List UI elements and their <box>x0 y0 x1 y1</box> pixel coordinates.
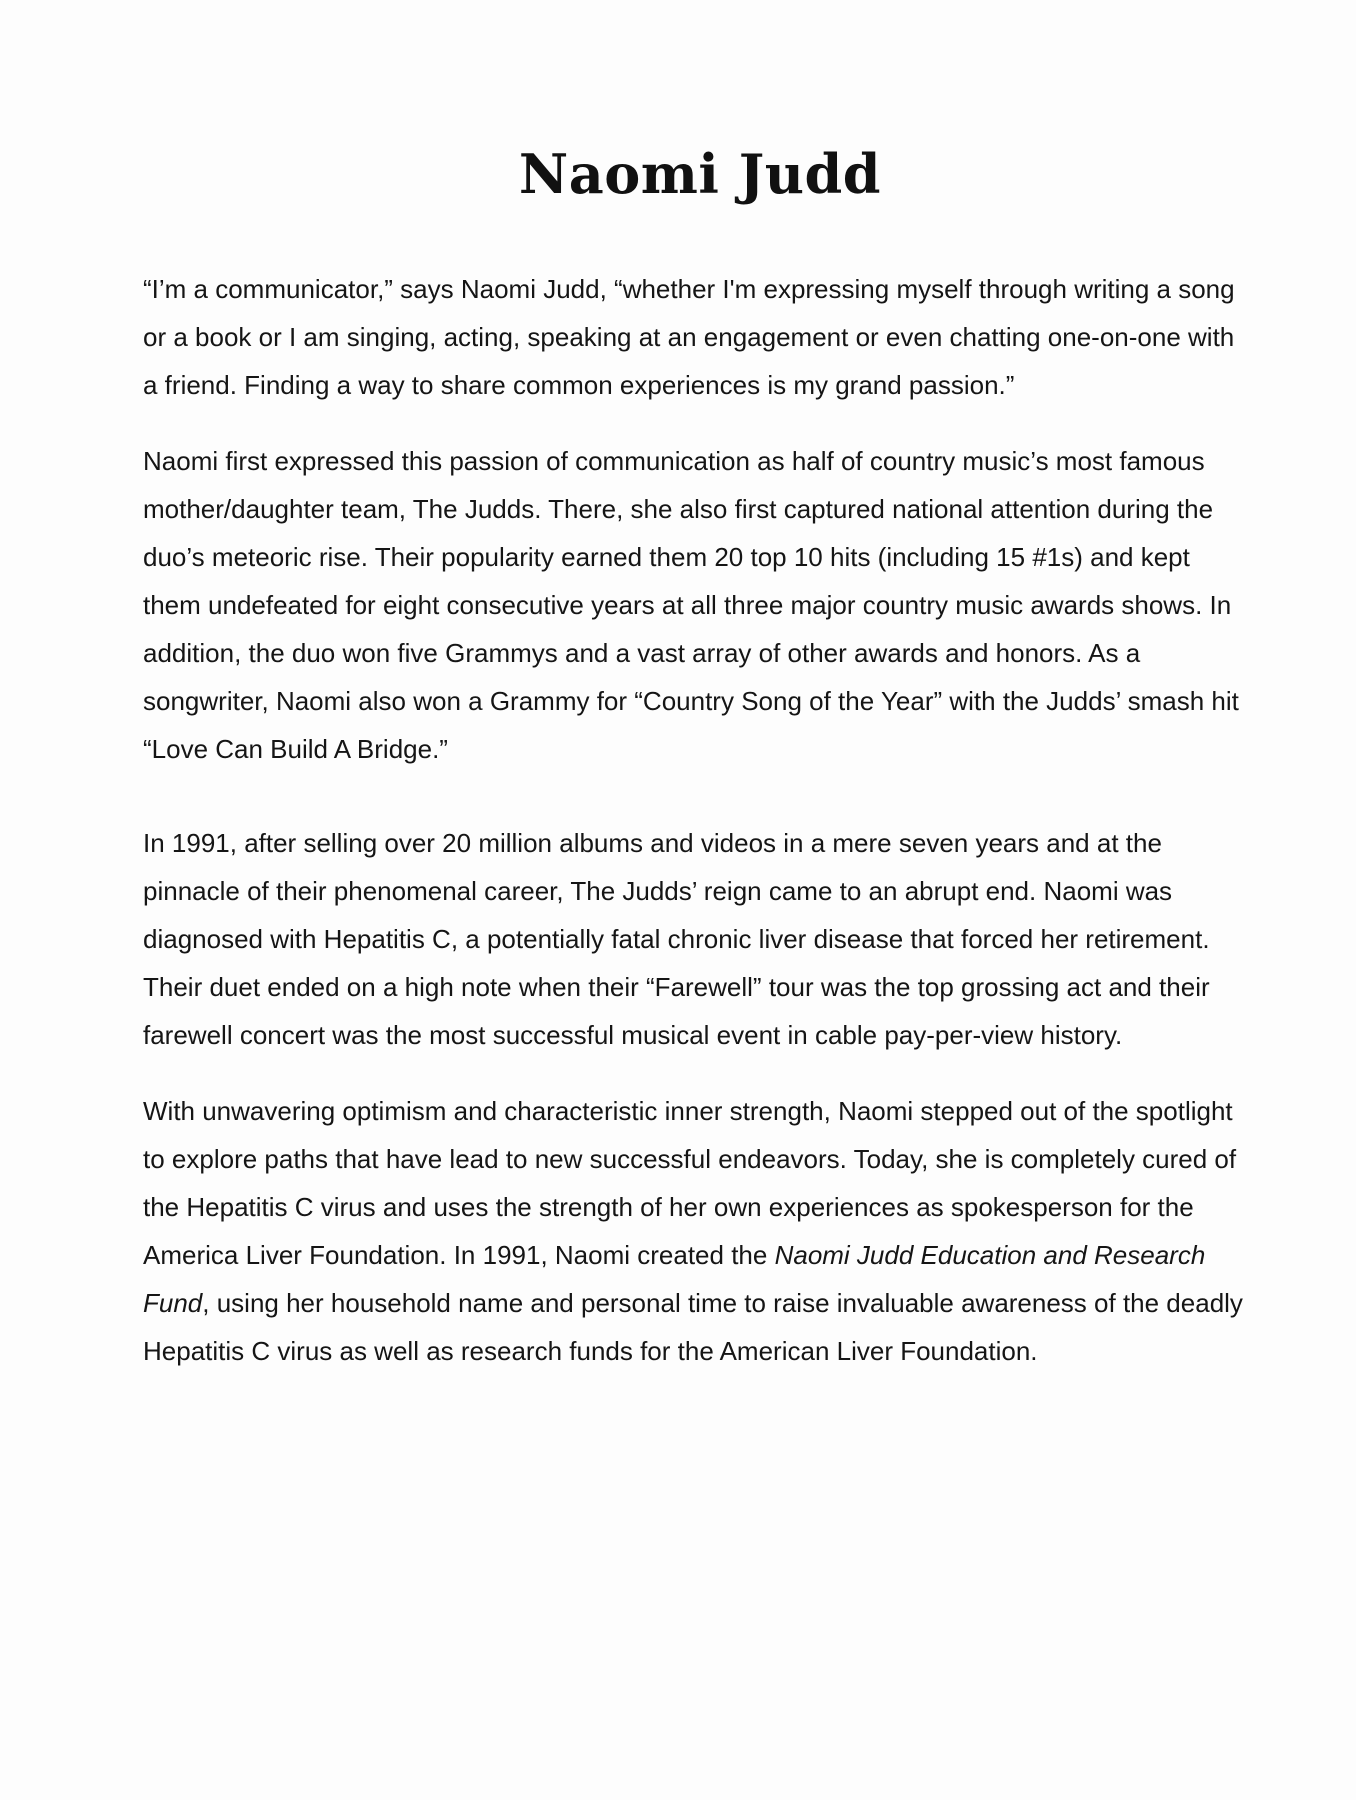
document-title: Naomi Judd <box>518 142 882 206</box>
paragraph-2-text: Naomi first expressed this passion of communication as half of country music’s most famous mother/daughter team, The Judds. There, she also first captured national attention during the duo’s meteoric rise. Their popularity earned them 20 top 10 hits (including 15 #1s) and kept them undefeated for eight consecutive years at all three major country music awards shows. In addition, the duo won five Grammys and a vast array of other awards and honors. As a songwriter, Naomi also won a Grammy for “Country Song of the Year” with the Judds’ smash hit “Love Can Build A Bridge.” <box>143 446 1239 764</box>
fund-name-italic: Naomi Judd Education and Research Fund <box>143 1240 1206 1318</box>
paragraph-4 <box>143 1087 1243 1375</box>
paragraph-4-text-start: With unwavering optimism and characteristic inner strength, Naomi stepped out of the spotlight to explore paths that have lead to new successful endeavors. Today, she is completely cured of the Hepatitis C virus and uses the strength of her own experiences as spokesperson for the America Liver Foundation. In 1991, Naomi created the <box>143 1096 1237 1270</box>
paragraph-3 <box>143 819 1243 1059</box>
paragraph-1 <box>143 265 1243 409</box>
paragraph-2 <box>143 437 1243 773</box>
paragraph-4-text-end: , using her household name and personal time to raise invaluable awareness of the deadly Hepatitis C virus as well as research funds for the American Liver Foundation. <box>143 1288 1243 1366</box>
paragraph-1-text: “I’m a communicator,” says Naomi Judd, “whether I'm expressing myself through writing a song or a book or I am singing, acting, speaking at an engagement or even chatting one-on-one with a friend. Finding a way to share common experiences is my grand passion.” <box>143 274 1235 400</box>
paragraph-3-text: In 1991, after selling over 20 million albums and videos in a mere seven years and at the pinnacle of their phenomenal career, The Judds’ reign came to an abrupt end. Naomi was diagnosed with Hepatitis C, a potentially fatal chronic liver disease that forced her retirement. Their duet ended on a high note when their “Farewell” tour was the top grossing act and their farewell concert was the most successful musical event in cable pay-per-view history. <box>143 828 1210 1050</box>
document-body <box>143 265 1243 1403</box>
